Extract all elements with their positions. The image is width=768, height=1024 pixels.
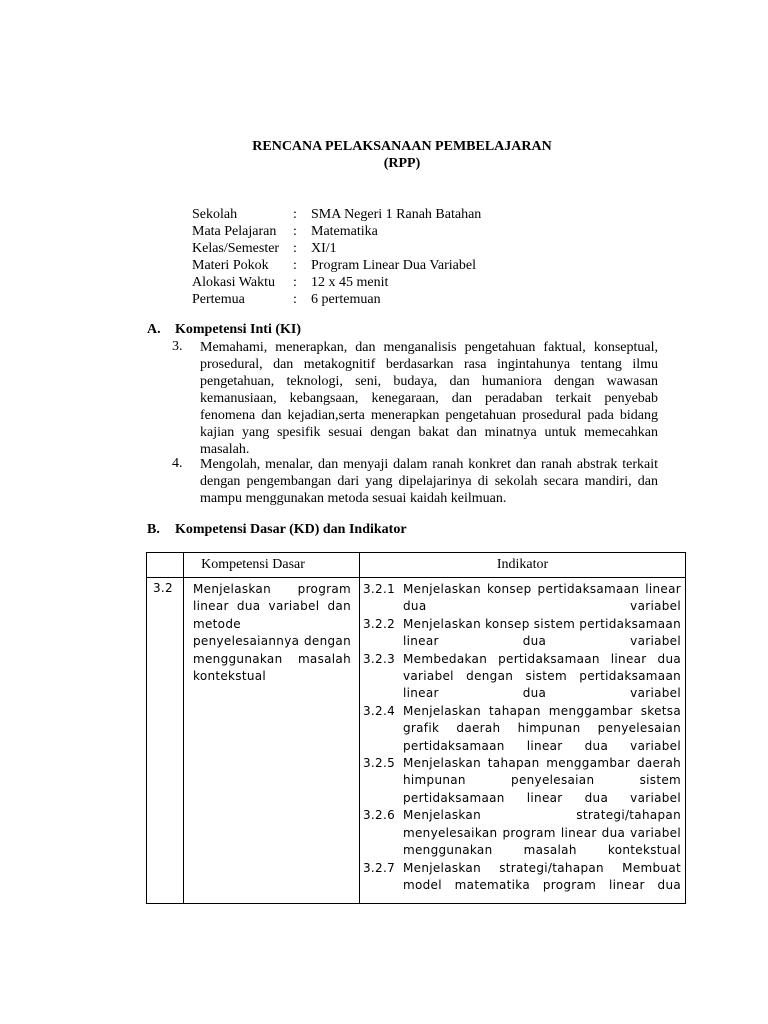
meta-label: Alokasi Waktu bbox=[192, 275, 275, 290]
indicator-item bbox=[363, 703, 681, 755]
meta-label: Materi Pokok bbox=[192, 258, 269, 273]
column-divider bbox=[183, 553, 184, 904]
meta-value: SMA Negeri 1 Ranah Batahan bbox=[311, 207, 482, 222]
meta-label: Mata Pelajaran bbox=[192, 224, 277, 239]
ki-number: 3. bbox=[172, 339, 183, 354]
indicator-list bbox=[363, 581, 681, 894]
meta-colon: : bbox=[293, 207, 297, 222]
ki-item-4 bbox=[172, 456, 658, 507]
indicator-text: Membedakan pertidaksamaan linear dua variabel dengan sistem pertidaksamaan linear dua variabel bbox=[403, 651, 681, 701]
indicator-number: 3.2.5 bbox=[363, 756, 396, 771]
indicator-number: 3.2.3 bbox=[363, 651, 396, 666]
indicator-text: Menjelaskan strategi/tahapan menyelesaikan program linear dua variabel menggunakan masalah kontekstual bbox=[403, 808, 681, 858]
ki-item-3 bbox=[172, 339, 658, 458]
indicator-number: 3.2.7 bbox=[363, 860, 396, 875]
section-letter: B. bbox=[147, 522, 160, 537]
meta-colon: : bbox=[293, 275, 297, 290]
meta-row-school bbox=[192, 206, 481, 223]
indicator-item bbox=[363, 860, 681, 895]
kd-indicator-table bbox=[146, 552, 686, 904]
document-title: RENCANA PELAKSANAAN PEMBELAJARAN bbox=[252, 139, 552, 154]
meta-row-meetings bbox=[192, 291, 481, 308]
indicator-item bbox=[363, 755, 681, 807]
section-title: Kompetensi Dasar (KD) dan Indikator bbox=[175, 522, 407, 537]
indicator-item bbox=[363, 807, 681, 859]
indicator-number: 3.2.2 bbox=[363, 616, 396, 631]
meta-value: 12 x 45 menit bbox=[311, 275, 389, 290]
indicator-item bbox=[363, 616, 681, 651]
section-title: Kompetensi Inti (KI) bbox=[175, 322, 301, 337]
section-heading-kd bbox=[147, 522, 407, 538]
meta-row-subject bbox=[192, 223, 481, 240]
meta-row-topic bbox=[192, 257, 481, 274]
meta-row-time bbox=[192, 274, 481, 291]
ki-text: Memahami, menerapkan, dan menganalisis pengetahuan faktual, konseptual, prosedural, dan metakognitif berdasarkan rasa ingintahunya tentang ilmu pengetahuan, teknologi, seni, budaya, dan humaniora dengan wawasan kemanusiaan, kebangsaan, kenegaraan, dan peradaban terkait penyebab fenomena dan kejadian,serta menerapkan pengetahuan prosedural pada bidang kajian yang spesifik sesuai dengan bakat dan minatnya untuk memecahkan masalah. bbox=[200, 340, 658, 457]
meta-colon: : bbox=[293, 258, 297, 273]
meta-value: XI/1 bbox=[311, 241, 337, 256]
meta-colon: : bbox=[293, 292, 297, 307]
indicator-item bbox=[363, 651, 681, 703]
identity-block bbox=[192, 206, 481, 308]
indicator-text: Menjelaskan tahapan menggambar sketsa grafik daerah himpunan penyelesaian pertidaksamaan linear dua variabel bbox=[403, 703, 681, 753]
section-letter: A. bbox=[147, 322, 161, 337]
ki-text: Mengolah, menalar, dan menyaji dalam ranah konkret dan ranah abstrak terkait dengan pengembangan dari yang dipelajarinya di sekolah secara mandiri, dan mampu menggunakan metoda sesuai kaidah keilmuan. bbox=[200, 457, 658, 506]
indicator-text: Menjelaskan konsep pertidaksamaan linear dua variabel bbox=[403, 582, 681, 614]
header-indikator: Indikator bbox=[496, 557, 549, 572]
meta-value: Matematika bbox=[311, 224, 378, 239]
indicator-number: 3.2.4 bbox=[363, 703, 396, 718]
meta-row-class bbox=[192, 240, 481, 257]
indicator-number: 3.2.1 bbox=[363, 582, 396, 596]
meta-colon: : bbox=[293, 241, 297, 256]
indicator-text: Menjelaskan konsep sistem pertidaksamaan linear dua variabel bbox=[403, 616, 681, 649]
indicator-text: Menjelaskan strategi/tahapan Membuat model matematika program linear dua bbox=[403, 860, 681, 892]
indicator-number: 3.2.6 bbox=[363, 808, 396, 823]
section-heading-ki bbox=[147, 322, 301, 338]
meta-value: Program Linear Dua Variabel bbox=[311, 258, 476, 273]
kd-description: Menjelaskan program linear dua variabel dan metode penyelesaiannya dengan menggunakan masalah kontekstual bbox=[193, 582, 351, 684]
header-kompetensi-dasar: Kompetensi Dasar bbox=[201, 557, 305, 572]
table-header-row bbox=[147, 553, 685, 578]
kd-number: 3.2 bbox=[153, 581, 173, 595]
meta-label: Pertemua bbox=[192, 292, 245, 307]
document-subtitle: (RPP) bbox=[383, 156, 421, 171]
meta-value: 6 pertemuan bbox=[311, 292, 381, 307]
indicator-text: Menjelaskan tahapan menggambar daerah himpunan penyelesaian sistem pertidaksamaan linear dua variabel bbox=[403, 756, 681, 805]
indicator-item bbox=[363, 581, 681, 616]
meta-colon: : bbox=[293, 224, 297, 239]
meta-label: Kelas/Semester bbox=[192, 241, 280, 256]
meta-label: Sekolah bbox=[192, 207, 238, 222]
ki-number: 4. bbox=[172, 456, 183, 471]
column-divider bbox=[359, 553, 360, 904]
